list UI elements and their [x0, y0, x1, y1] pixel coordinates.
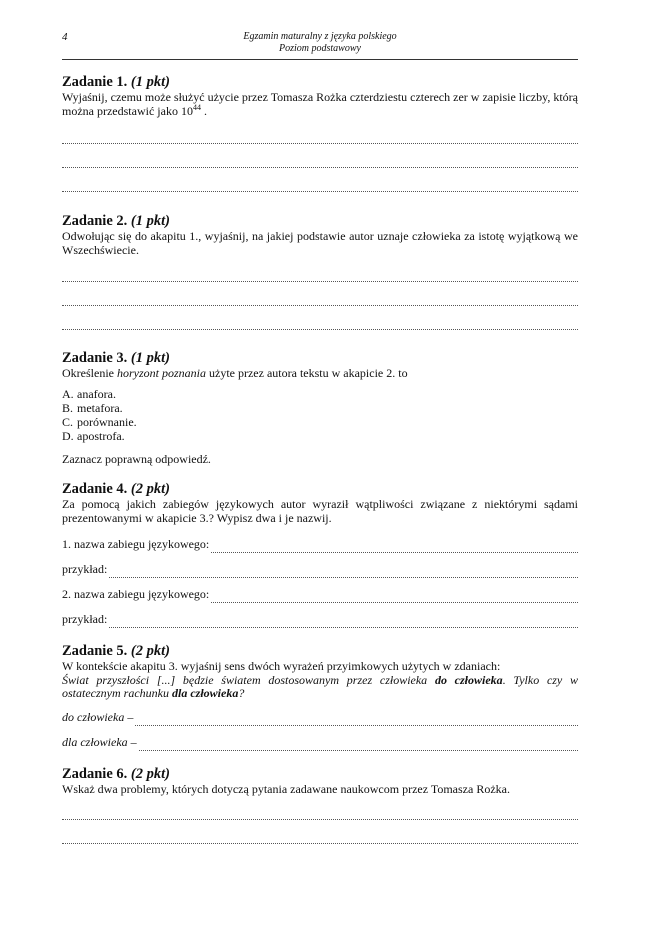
- header-title-line1: Egzamin maturalny z języka polskiego: [243, 31, 397, 42]
- task-6-answer-area[interactable]: [62, 796, 578, 844]
- fill-row-dla-czlowieka[interactable]: dla człowieka –: [62, 726, 578, 751]
- answer-line[interactable]: [62, 168, 578, 192]
- option-d[interactable]: D. apostrofa.: [62, 428, 125, 443]
- answer-line[interactable]: [62, 796, 578, 820]
- option-b[interactable]: B. metafora.: [62, 400, 123, 415]
- task-5-quote: Świat przyszłości [...] będzie światem dostosowanym przez człowieka do człowieka. Tylko czy w ostatecznym rachunku dla człowieka?: [62, 672, 579, 700]
- task-3-options: [62, 387, 578, 443]
- task-4-text: Za pomocą jakich zabiegów językowych autor wyraził wątpliwości związane z niektórymi sądami prezentowanymi w akapicie 3.? Wypisz dwa i je nazwij.: [62, 497, 578, 525]
- answer-line[interactable]: [62, 144, 578, 168]
- exam-page: [62, 28, 578, 844]
- task-6-points: (2 pkt): [130, 765, 170, 782]
- task-2: [62, 213, 578, 330]
- task-4-points: (2 pkt): [130, 481, 170, 497]
- task-2-answer-area[interactable]: [62, 258, 578, 330]
- task-3-title: Zadanie 3. (1 pkt): [62, 350, 170, 366]
- task-1-answer-area[interactable]: [62, 120, 578, 192]
- page-header: [62, 28, 578, 60]
- task-1-text: Wyjaśnij, czemu może służyć użycie przez Tomasza Rożka czterdziestu czterech zer w zapisie liczby, którą można przedstawić jako $10^{44}$ .: [62, 90, 578, 118]
- task-4: [62, 481, 578, 628]
- task-1: [62, 74, 578, 192]
- task-5: [62, 643, 578, 751]
- task-3: [62, 350, 578, 466]
- fill-row-1[interactable]: 1. nazwa zabiegu językowego:: [62, 528, 578, 553]
- task-2-points: (1 pkt): [130, 213, 170, 229]
- option-a[interactable]: A. anafora.: [62, 386, 116, 401]
- task-6-title: Zadanie 6. (2 pkt): [62, 765, 170, 782]
- task-2-text: Odwołując się do akapitu 1., wyjaśnij, na jakiej podstawie autor uznaje człowieka za istotę wyjątkową we Wszechświecie.: [62, 229, 578, 257]
- task-3-text: Określenie horyzont poznania użyte przez autora tekstu w akapicie 2. to: [62, 366, 408, 380]
- task-2-title: Zadanie 2. (1 pkt): [62, 213, 170, 229]
- answer-line[interactable]: [62, 306, 578, 330]
- exponent: 44: [192, 102, 201, 112]
- task-3-points: (1 pkt): [130, 350, 170, 366]
- fill-row-3[interactable]: 2. nazwa zabiegu językowego:: [62, 578, 578, 603]
- task-1-points: (1 pkt): [130, 74, 170, 90]
- task-4-answer-area: [62, 528, 578, 628]
- task-5-points: (2 pkt): [130, 643, 170, 659]
- task-6: [62, 766, 578, 845]
- task-5-title: Zadanie 5. (2 pkt): [62, 643, 170, 659]
- option-c[interactable]: C. porównanie.: [62, 414, 137, 429]
- header-title-line2: Poziom podstawowy: [279, 43, 361, 54]
- task-5-answer-area: [62, 701, 578, 751]
- fill-row-2[interactable]: przykład:: [62, 553, 578, 578]
- task-4-title: Zadanie 4. (2 pkt): [62, 481, 170, 497]
- task-6-text: Wskaż dwa problemy, których dotyczą pytania zadawane naukowcom przez Tomasza Rożka.: [62, 781, 510, 796]
- header-titles: [62, 31, 578, 55]
- task-3-instruction: Zaznacz poprawną odpowiedź.: [62, 451, 211, 466]
- fill-row-4[interactable]: przykład:: [62, 603, 578, 628]
- answer-line[interactable]: [62, 258, 578, 282]
- page-number: 4: [62, 31, 68, 43]
- answer-line[interactable]: [62, 820, 578, 844]
- answer-line[interactable]: [62, 282, 578, 306]
- task-5-text: W kontekście akapitu 3. wyjaśnij sens dwóch wyrażeń przyimkowych użytych w zdaniach:: [62, 659, 501, 673]
- fill-row-do-czlowieka[interactable]: do człowieka –: [62, 701, 578, 726]
- task-1-title: Zadanie 1. (1 pkt): [62, 74, 170, 90]
- answer-line[interactable]: [62, 120, 578, 144]
